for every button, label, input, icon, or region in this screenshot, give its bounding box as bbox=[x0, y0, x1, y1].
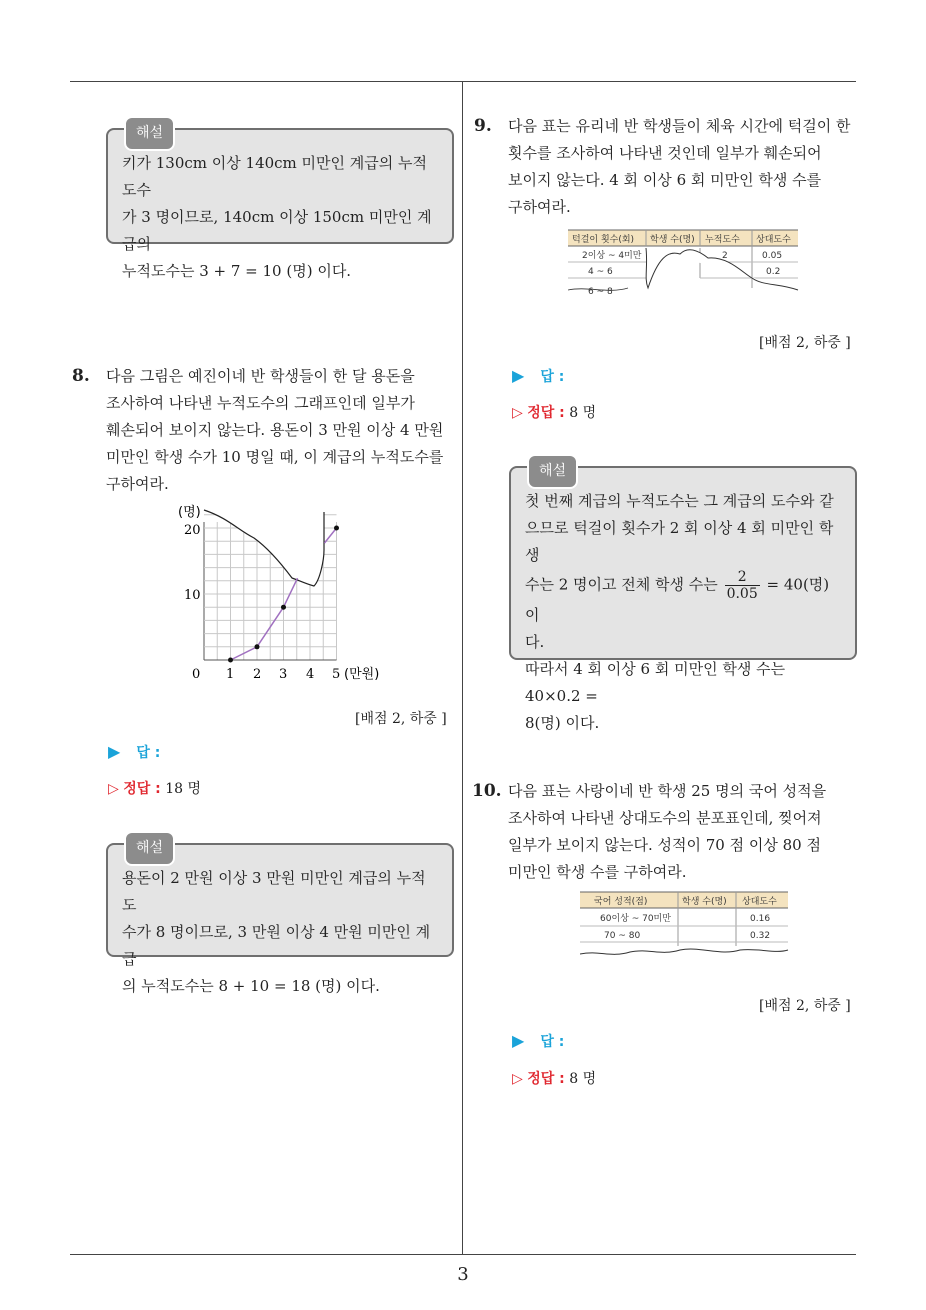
question-line: 미만인 학생 수를 구하여라. bbox=[508, 863, 687, 881]
correct-answer-8 bbox=[108, 778, 201, 798]
table-header: 턱걸이 횟수(회) bbox=[572, 235, 635, 245]
series-segment bbox=[284, 578, 298, 607]
correct-value: 8 명 bbox=[569, 405, 597, 421]
data-point bbox=[255, 644, 260, 649]
bottom-rule bbox=[70, 1254, 856, 1255]
correct-label: 정답 : bbox=[123, 781, 161, 797]
explanation-line: 수가 8 명이므로, 3 만원 이상 4 만원 미만인 계급 bbox=[122, 923, 431, 968]
question-line: 횟수를 조사하여 나타낸 것인데 일부가 훼손되어 bbox=[508, 144, 822, 162]
explanation-line: 가 3 명이므로, 140cm 이상 150cm 미만인 계급의 bbox=[122, 208, 432, 253]
question-number: 9. bbox=[474, 116, 492, 136]
explanation-line: 누적도수는 3 + 7 = 10 (명) 이다. bbox=[122, 262, 352, 280]
korean-score-table bbox=[580, 890, 790, 962]
question-line: 일부가 보이지 않는다. 성적이 70 점 이상 80 점 bbox=[508, 836, 821, 854]
question-line: 조사하여 나타낸 누적도수의 그래프인데 일부가 bbox=[106, 394, 415, 412]
question-line: 조사하여 나타낸 상대도수의 분포표인데, 찢어져 bbox=[508, 809, 822, 827]
fraction bbox=[725, 569, 760, 602]
table-header: 누적도수 bbox=[705, 235, 740, 245]
answer-label: 답 : bbox=[540, 369, 565, 385]
score-8: [배점 2, 하중 ] bbox=[355, 711, 447, 727]
table-cell: 0.2 bbox=[766, 267, 781, 277]
explanation-line: 따라서 4 회 이상 6 회 미만인 학생 수는 40×0.2 = bbox=[525, 660, 786, 705]
explanation-text: 수는 2 명이고 전체 학생 수는 bbox=[525, 575, 718, 594]
play-icon: ▶ bbox=[512, 1031, 525, 1050]
table-cell: 2 bbox=[722, 251, 728, 261]
table-header: 학생 수(명) bbox=[682, 897, 727, 907]
x-tick-1: 1 bbox=[226, 667, 235, 682]
x-tick-3: 3 bbox=[279, 667, 288, 682]
explanation-line: 의 누적도수는 8 + 10 = 18 (명) 이다. bbox=[122, 977, 380, 995]
table-cell: 0.16 bbox=[750, 914, 771, 924]
question-line: 보이지 않는다. 4 회 이상 6 회 미만인 학생 수를 bbox=[508, 171, 822, 189]
explanation-line bbox=[525, 569, 843, 629]
x-tick-0: 0 bbox=[192, 667, 201, 682]
question-line: 다음 표는 사랑이네 반 학생 25 명의 국어 성적을 bbox=[508, 782, 827, 800]
explanation-line: 8(명) 이다. bbox=[525, 714, 600, 732]
table-cell: 6 ~ 8 bbox=[588, 287, 613, 297]
correct-value: 18 명 bbox=[165, 781, 202, 797]
explanation-line: 첫 번째 계급의 누적도수는 그 계급의 도수와 같 bbox=[525, 492, 834, 510]
explanation-tab: 해설 bbox=[124, 831, 175, 866]
question-number: 10. bbox=[472, 781, 502, 801]
explanation-text: = 40(명) 이 bbox=[525, 575, 830, 624]
triangle-outline-icon: ▷ bbox=[512, 1071, 523, 1087]
correct-answer-9 bbox=[512, 402, 596, 422]
torn-edge bbox=[580, 949, 788, 954]
table-cell: 0.05 bbox=[762, 251, 783, 261]
correct-value: 8 명 bbox=[569, 1071, 597, 1087]
score-9: [배점 2, 하중 ] bbox=[759, 335, 851, 351]
y-axis-label: (명) bbox=[178, 505, 201, 520]
explanation-line: 용돈이 2 만원 이상 3 만원 미만인 계급의 누적도 bbox=[122, 869, 426, 914]
fraction-numerator: 2 bbox=[737, 569, 747, 585]
question-8 bbox=[72, 363, 456, 498]
explanation-box-7 bbox=[106, 125, 454, 280]
score-10: [배점 2, 하중 ] bbox=[759, 998, 851, 1014]
explanation-line: 다. bbox=[525, 633, 545, 651]
question-10 bbox=[472, 778, 858, 886]
table-cell: 60이상 ~ 70미만 bbox=[600, 914, 671, 924]
y-tick-10: 10 bbox=[184, 588, 201, 603]
table-header: 상대도수 bbox=[742, 897, 777, 907]
answer-field-8[interactable] bbox=[108, 742, 160, 762]
table-cell: 0.32 bbox=[750, 931, 771, 941]
question-line: 구하여라. bbox=[508, 198, 571, 216]
explanation-line: 키가 130cm 이상 140cm 미만인 계급의 누적도수 bbox=[122, 154, 427, 199]
table-header: 국어 성적(점) bbox=[594, 897, 648, 907]
column-divider bbox=[462, 82, 463, 1254]
answer-field-9[interactable] bbox=[512, 366, 564, 386]
cumulative-frequency-chart bbox=[168, 500, 398, 690]
correct-label: 정답 : bbox=[527, 1071, 565, 1087]
torn-mask bbox=[204, 500, 324, 586]
x-tick-4: 4 bbox=[306, 667, 315, 682]
answer-field-10[interactable] bbox=[512, 1031, 564, 1051]
question-line: 다음 그림은 예진이네 반 학생들이 한 달 용돈을 bbox=[106, 367, 415, 385]
table-header: 상대도수 bbox=[756, 235, 791, 245]
explanation-box-9 bbox=[509, 463, 857, 732]
explanation-line: 으므로 턱걸이 횟수가 2 회 이상 4 회 미만인 학생 bbox=[525, 519, 834, 564]
data-point bbox=[228, 658, 233, 663]
question-line: 구하여라. bbox=[106, 475, 169, 493]
table-cell: 70 ~ 80 bbox=[604, 931, 641, 941]
triangle-outline-icon: ▷ bbox=[512, 405, 523, 421]
play-icon: ▶ bbox=[512, 366, 525, 385]
explanation-tab: 해설 bbox=[124, 116, 175, 151]
y-tick-20: 20 bbox=[184, 523, 201, 538]
correct-label: 정답 : bbox=[527, 405, 565, 421]
answer-label: 답 : bbox=[540, 1034, 565, 1050]
explanation-tab: 해설 bbox=[527, 454, 578, 489]
x-axis-label: (만원) bbox=[344, 667, 380, 682]
top-rule bbox=[70, 81, 856, 82]
question-line: 미만인 학생 수가 10 명일 때, 이 계급의 누적도수를 bbox=[106, 448, 444, 466]
fraction-denominator: 0.05 bbox=[726, 586, 758, 602]
data-point bbox=[281, 605, 286, 610]
correct-answer-10 bbox=[512, 1068, 596, 1088]
question-line: 다음 표는 유리네 반 학생들이 체육 시간에 턱걸이 한 bbox=[508, 117, 851, 135]
table-header: 학생 수(명) bbox=[650, 235, 695, 245]
pullup-table bbox=[568, 228, 800, 300]
question-line: 훼손되어 보이지 않는다. 용돈이 3 만원 이상 4 만원 bbox=[106, 421, 444, 439]
data-point bbox=[334, 526, 339, 531]
table-cell: 4 ~ 6 bbox=[588, 267, 613, 277]
answer-label: 답 : bbox=[136, 745, 161, 761]
question-9 bbox=[474, 113, 858, 221]
question-number: 8. bbox=[72, 366, 90, 386]
play-icon: ▶ bbox=[108, 742, 121, 761]
explanation-box-8 bbox=[106, 840, 454, 995]
x-tick-2: 2 bbox=[253, 667, 262, 682]
x-tick-5: 5 bbox=[332, 667, 341, 682]
table-cell: 2이상 ~ 4미만 bbox=[582, 251, 642, 261]
triangle-outline-icon: ▷ bbox=[108, 781, 119, 797]
page-number: 3 bbox=[457, 1264, 469, 1285]
